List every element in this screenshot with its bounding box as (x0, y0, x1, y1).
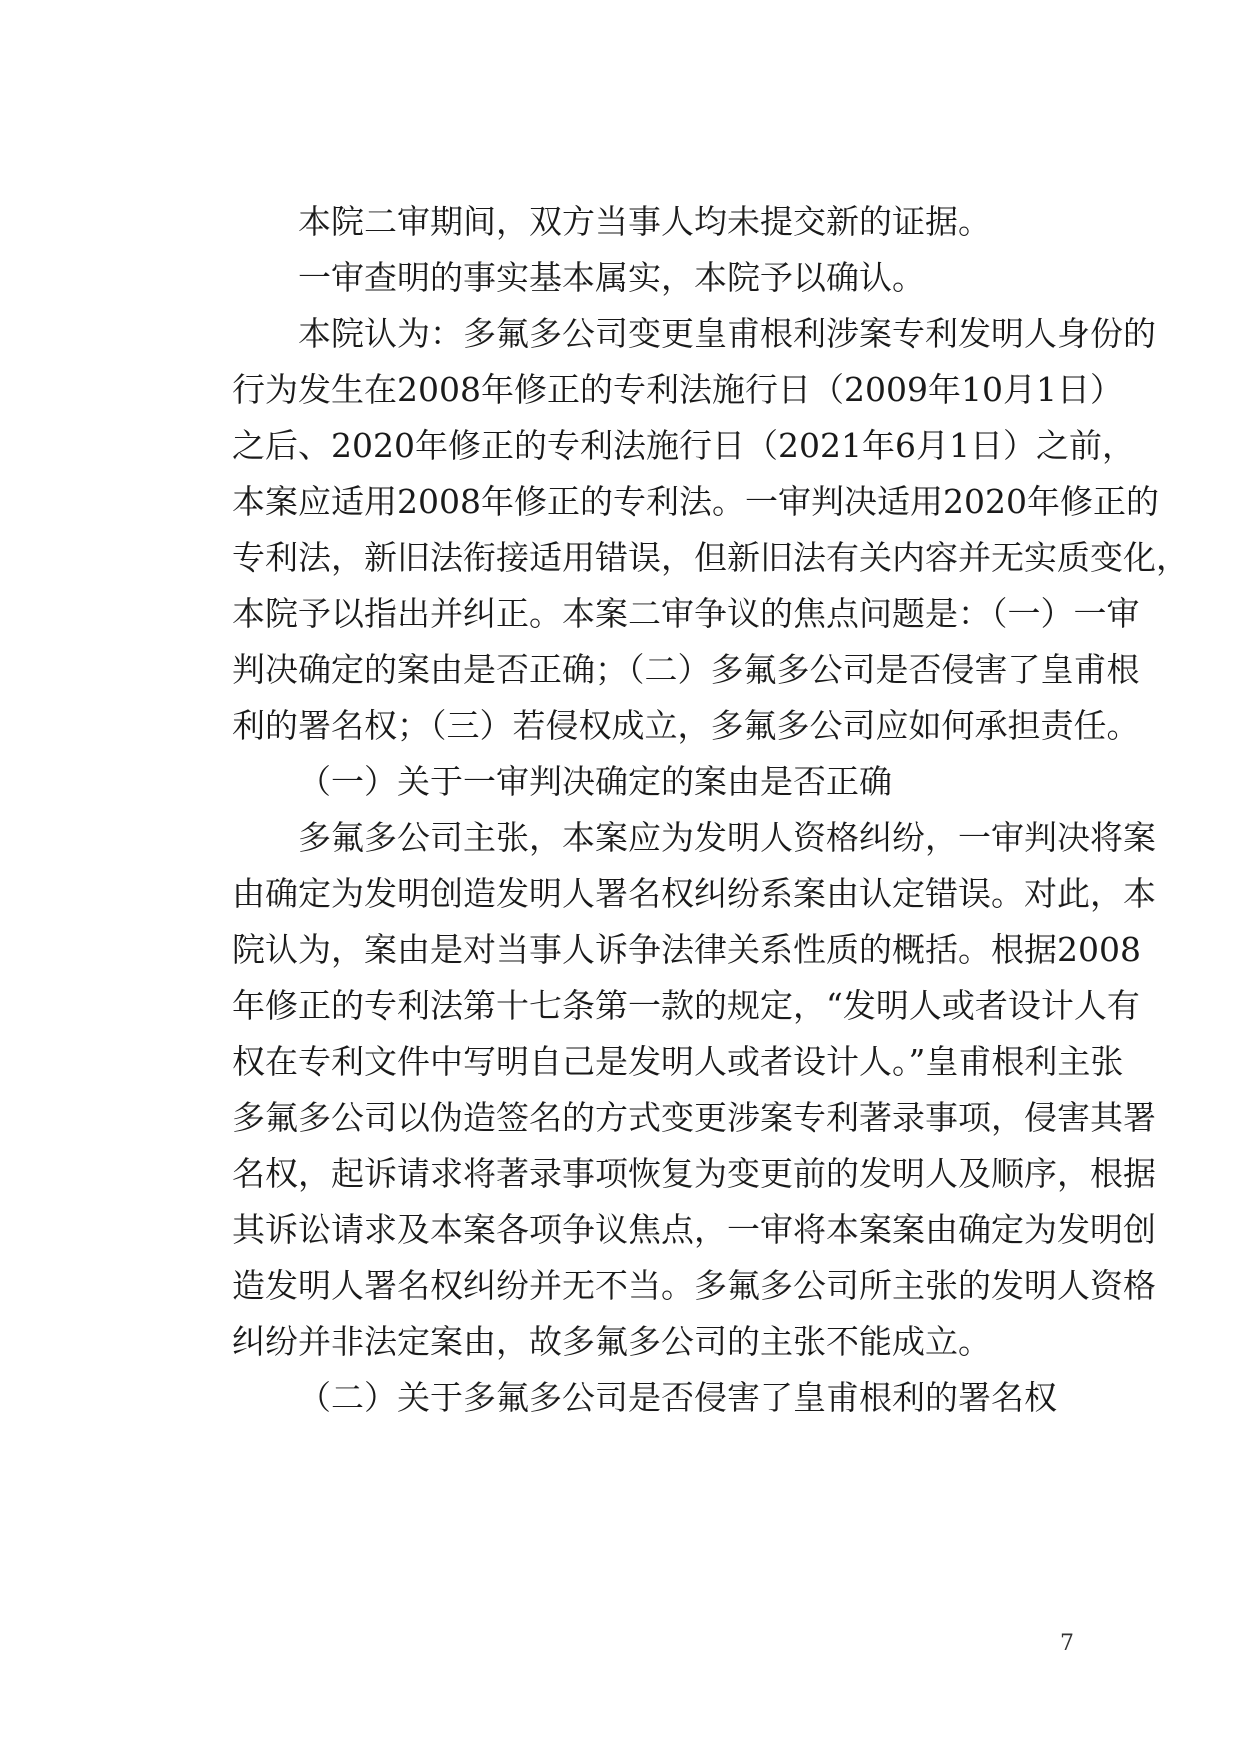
paragraph-line: 多氟多公司以伪造签名的方式变更涉案专利著录事项，侵害其署 (232, 1098, 1156, 1137)
paragraph-line: 其诉讼请求及本案各项争议焦点，一审将本案案由确定为发明创 (232, 1210, 1156, 1249)
paragraph-line: 本院认为：多氟多公司变更皇甫根利涉案专利发明人身份的 (298, 314, 1156, 353)
paragraph-line: 院认为，案由是对当事人诉争法律关系性质的概括。根据2008 (232, 930, 1141, 969)
paragraph-line: 专利法，新旧法衔接适用错误，但新旧法有关内容并无实质变化， (232, 538, 1189, 577)
paragraph-line: 行为发生在2008年修正的专利法施行日（2009年10月1日） (232, 370, 1123, 409)
paragraph-line: 年修正的专利法第十七条第一款的规定，“发明人或者设计人有 (232, 986, 1140, 1025)
paragraph-line: 多氟多公司主张，本案应为发明人资格纠纷，一审判决将案 (298, 818, 1156, 857)
paragraph-line: 一审查明的事实基本属实，本院予以确认。 (298, 258, 925, 297)
page-number: 7 (1060, 1631, 1074, 1656)
paragraph-line: 本院予以指出并纠正。本案二审争议的焦点问题是：（一）一审 (232, 594, 1140, 633)
paragraph-line: 造发明人署名权纠纷并无不当。多氟多公司所主张的发明人资格 (232, 1266, 1156, 1305)
section-heading: （一）关于一审判决确定的案由是否正确 (298, 762, 892, 801)
paragraph-line: 之后、2020年修正的专利法施行日（2021年6月1日）之前， (232, 426, 1135, 465)
section-heading: （二）关于多氟多公司是否侵害了皇甫根利的署名权 (298, 1378, 1057, 1417)
paragraph-line: 由确定为发明创造发明人署名权纠纷系案由认定错误。对此，本 (232, 874, 1156, 913)
paragraph-line: 本院二审期间，双方当事人均未提交新的证据。 (298, 202, 991, 241)
paragraph-line: 权在专利文件中写明自己是发明人或者设计人。”皇甫根利主张 (232, 1042, 1124, 1081)
paragraph-line: 名权，起诉请求将著录事项恢复为变更前的发明人及顺序，根据 (232, 1154, 1156, 1193)
paragraph-line: 判决确定的案由是否正确；（二）多氟多公司是否侵害了皇甫根 (232, 650, 1140, 689)
paragraph-line: 纠纷并非法定案由，故多氟多公司的主张不能成立。 (232, 1322, 991, 1361)
paragraph-line: 本案应适用2008年修正的专利法。一审判决适用2020年修正的 (232, 482, 1159, 521)
paragraph-line: 利的署名权；（三）若侵权成立，多氟多公司应如何承担责任。 (232, 706, 1140, 745)
